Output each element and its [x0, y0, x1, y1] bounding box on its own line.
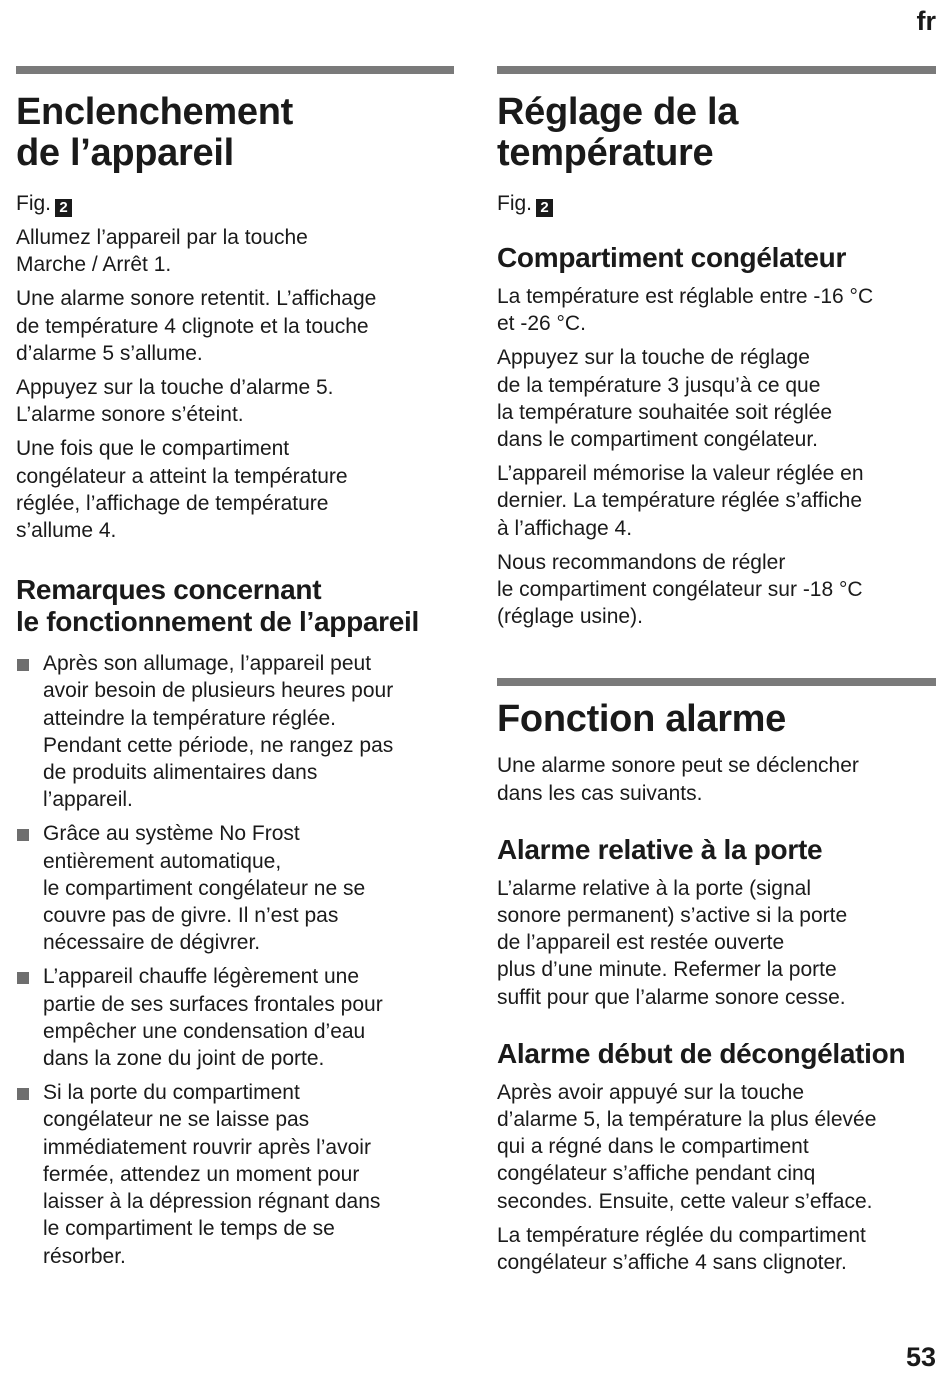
paragraph: Nous recommandons de régler le compartiment congélateur sur -18 °C (réglage usine).: [497, 550, 863, 629]
paragraph: La température est réglable entre -16 °C et -26 °C.: [497, 285, 874, 336]
figure-reference: [497, 190, 936, 217]
paragraph: Une alarme sonore retentit. L’affichage de température 4 clignote et la touche d’alarme 5 s’allume.: [16, 287, 377, 365]
right-column: [497, 66, 936, 1276]
subsection-heading-remarks: Remarques concernant le fonctionnement de l’appareil: [16, 574, 419, 638]
section-rule: [16, 66, 454, 74]
figure-reference: [16, 190, 454, 217]
figure-number-badge: 2: [536, 199, 553, 217]
subsection-heading-door-alarm: Alarme relative à la porte: [497, 833, 823, 865]
left-column: [16, 66, 454, 1277]
paragraph: Une fois que le compartiment congélateur a atteint la température réglée, l’affichage de température s’allume 4.: [16, 437, 348, 543]
subsection-heading-freezer: Compartiment congélateur: [497, 242, 847, 273]
remarks-list: [16, 650, 454, 1269]
list-item: [16, 1079, 454, 1269]
list-item-text: Grâce au système No Frost entièrement automatique, le compartiment congélateur ne se couvre pas de givre. Il n’est pas nécessaire de dégivrer.: [43, 822, 366, 955]
section-rule: [497, 678, 936, 686]
paragraph: Appuyez sur la touche de réglage de la température 3 jusqu’à ce que la température souhaitée soit réglée dans le compartiment congélateur.: [497, 346, 833, 452]
bullet-square-icon: [17, 1088, 29, 1100]
list-item-text: Après son allumage, l’appareil peut avoir besoin de plusieurs heures pour atteindre la température réglée. Pendant cette période, ne rangez pas de produits alimentaires dans l’appareil.: [43, 652, 394, 812]
list-item: [16, 963, 454, 1072]
bullet-square-icon: [17, 829, 29, 841]
subsection-heading-defrost-alarm: Alarme début de décongélation: [497, 1037, 906, 1069]
list-item-text: Si la porte du compartiment congélateur ne se laisse pas immédiatement rouvrir après l’avoir fermée, attendez un moment pour laisser à la dépression régnant dans le compartiment le temps de se résorber.: [43, 1081, 381, 1268]
section-title-switch-on: Enclenchement de l’appareil: [16, 91, 293, 174]
section-rule: [497, 66, 936, 74]
paragraph: Une alarme sonore peut se déclencher dans les cas suivants.: [497, 754, 859, 805]
bullet-square-icon: [17, 972, 29, 984]
figure-label: Fig.: [16, 192, 52, 215]
paragraph: Allumez l’appareil par la touche Marche / Arrêt 1.: [16, 226, 308, 277]
paragraph: L’alarme relative à la porte (signal sonore permanent) s’active si la porte de l’appareil est restée ouverte plus d’une minute. Refermer la porte suffit pour que l’alarme sonore cesse.: [497, 876, 848, 1009]
section-title-alarm: Fonction alarme: [497, 698, 786, 741]
paragraph: Appuyez sur la touche d’alarme 5. L’alarme sonore s’éteint.: [16, 376, 334, 427]
figure-label: Fig.: [497, 192, 533, 215]
paragraph: Après avoir appuyé sur la touche d’alarme 5, la température la plus élevée qui a régné dans le compartiment congélateur s’affiche pendant cinq secondes. Ensuite, cette valeur s’efface.: [497, 1080, 877, 1213]
section-title-temperature: Réglage de la température: [497, 91, 739, 174]
language-tag: fr: [916, 6, 936, 36]
list-item-text: L’appareil chauffe légèrement une partie de ses surfaces frontales pour empêcher une condensation d’eau dans la zone du joint de porte.: [43, 965, 383, 1071]
paragraph: La température réglée du compartiment congélateur s’affiche 4 sans clignoter.: [497, 1223, 866, 1275]
page-number: 53: [905, 1342, 936, 1372]
list-item: [16, 650, 454, 813]
list-item: [16, 820, 454, 956]
bullet-square-icon: [17, 659, 29, 671]
figure-number-badge: 2: [55, 199, 72, 217]
paragraph: L’appareil mémorise la valeur réglée en dernier. La température réglée s’affiche à l’affichage 4.: [497, 462, 864, 540]
